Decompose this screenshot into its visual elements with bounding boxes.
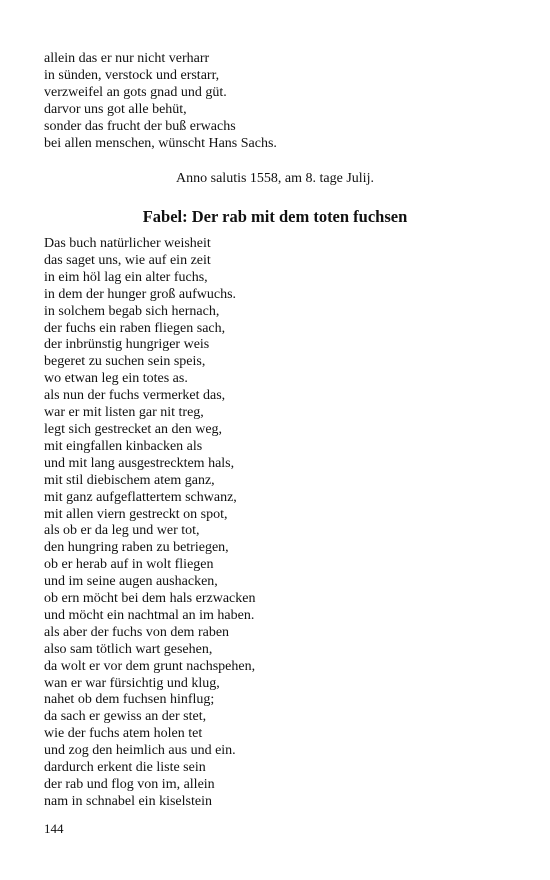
verse-line: der inbrünstig hungriger weis xyxy=(44,337,210,353)
verse-line: mit ganz aufgeflattertem schwanz, xyxy=(44,489,237,505)
verse-line: mit stil diebischem atem ganz, xyxy=(44,472,215,488)
verse-line: wo etwan leg ein totes as. xyxy=(44,371,188,387)
colophon-date: Anno salutis 1558, am 8. tage Julij. xyxy=(176,171,374,186)
verse-line: und mit lang ausgestrecktem hals, xyxy=(44,455,235,471)
verse-line: bei allen menschen, wünscht Hans Sachs. xyxy=(44,135,277,151)
verse-line: wan er war fürsichtig und klug, xyxy=(44,675,220,691)
fable-verse-block xyxy=(44,236,255,811)
verse-line: Das buch natürlicher weisheit xyxy=(44,236,211,251)
top-verse-block xyxy=(44,51,277,152)
verse-line: und zog den heimlich aus und ein. xyxy=(44,743,236,759)
verse-line: darvor uns got alle behüt, xyxy=(44,101,187,117)
verse-line: der fuchs ein raben fliegen sach, xyxy=(44,320,226,336)
verse-line: als ob er da leg und wer tot, xyxy=(44,523,200,539)
verse-line: mit allen viern gestreckt on spot, xyxy=(44,506,228,522)
verse-line: das saget uns, wie auf ein zeit xyxy=(44,252,211,268)
verse-line: verzweifel an gots gnad und güt. xyxy=(44,84,227,100)
verse-line: begeret zu suchen sein speis, xyxy=(44,354,206,370)
verse-line: den hungring raben zu betriegen, xyxy=(44,540,229,556)
verse-line: der rab und flog von im, allein xyxy=(44,777,215,792)
verse-line: allein das er nur nicht verharr xyxy=(44,51,210,66)
verse-line: sonder das frucht der buß erwachs xyxy=(44,118,236,134)
verse-line: legt sich gestrecket an den weg, xyxy=(44,421,223,437)
verse-line: wie der fuchs atem holen tet xyxy=(44,726,203,742)
verse-line: dardurch erkent die liste sein xyxy=(44,760,206,776)
verse-line: also sam tötlich wart gesehen, xyxy=(44,641,213,657)
verse-line: und im seine augen aushacken, xyxy=(44,574,218,590)
verse-line: mit eingfallen kinbacken als xyxy=(44,438,203,454)
verse-line: ob ern möcht bei dem hals erzwacken xyxy=(44,591,256,607)
verse-line: in dem der hunger groß aufwuchs. xyxy=(44,286,237,302)
verse-line: in eim höl lag ein alter fuchs, xyxy=(44,269,208,285)
verse-line: als nun der fuchs vermerket das, xyxy=(44,388,226,404)
verse-line: in solchem begab sich hernach, xyxy=(44,303,220,319)
verse-line: war er mit listen gar nit treg, xyxy=(44,405,204,421)
verse-line: da sach er gewiss an der stet, xyxy=(44,709,207,725)
verse-line: und möcht ein nachtmal an im haben. xyxy=(44,607,255,623)
verse-line: in sünden, verstock und erstarr, xyxy=(44,67,220,83)
fable-title: Fabel: Der rab mit dem toten fuchsen xyxy=(142,207,408,226)
page-number: 144 xyxy=(44,821,64,836)
verse-line: nam in schnabel ein kiselstein xyxy=(44,793,212,809)
verse-line: ob er herab auf in wolt fliegen xyxy=(44,557,214,573)
verse-line: da wolt er vor dem grunt nachspehen, xyxy=(44,658,256,674)
verse-line: als aber der fuchs von dem raben xyxy=(44,624,230,640)
verse-line: nahet ob dem fuchsen hinflug; xyxy=(44,692,215,708)
